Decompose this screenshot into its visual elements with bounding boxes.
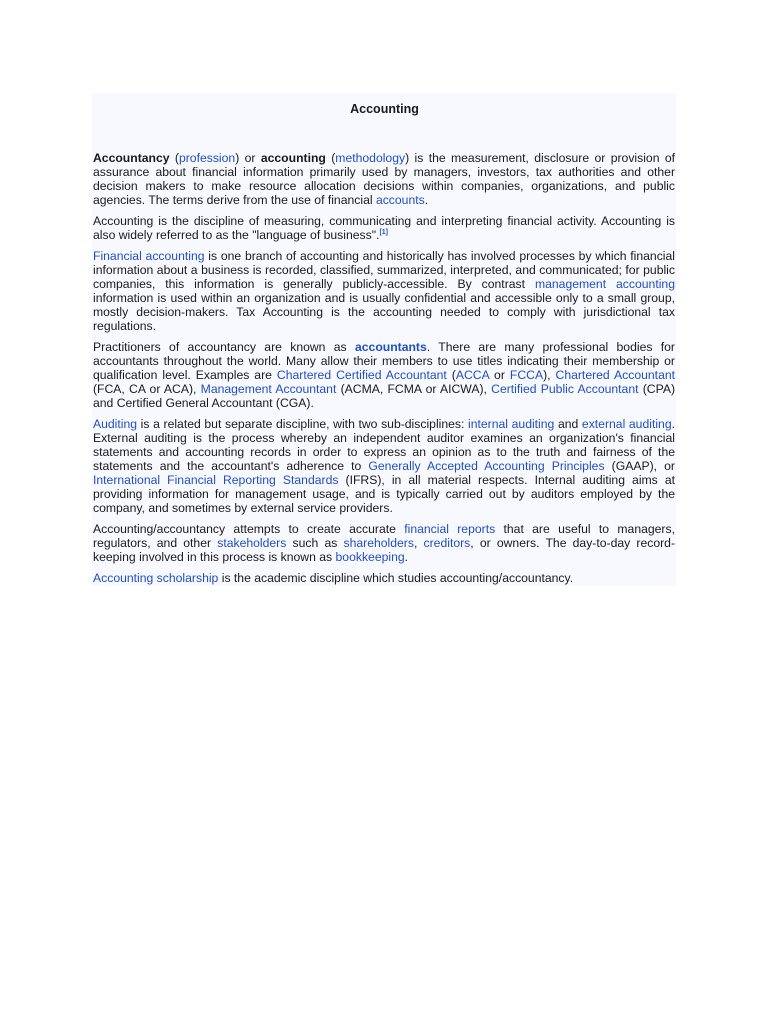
text: (GAAP), or xyxy=(604,459,675,473)
text: (IFRS), in all material respects. Internal auditing aims at providing information for management usage, and is typically carried out by auditors employed by the company, and sometimes by external service providers. xyxy=(93,473,675,515)
text: ) is the measurement, disclosure or provision of assurance about financial information primarily used by managers, investors, tax authorities and other decision makers to make resource allocation decisions within companies, organizations, and public agencies. The terms derive from the use of financial xyxy=(93,151,676,207)
article-title: Accounting xyxy=(350,102,419,116)
link-accounting-scholarship[interactable]: Accounting scholarship xyxy=(93,571,219,585)
text: , or owners. The day-to-day record-keeping involved in this process is known as xyxy=(93,536,676,564)
text: such as xyxy=(286,536,344,550)
text: . xyxy=(404,550,409,564)
text: ( xyxy=(169,151,179,165)
link-stakeholders[interactable]: stakeholders xyxy=(217,536,287,550)
paragraph-financial-accounting xyxy=(93,249,675,333)
citation-link-1[interactable]: [1] xyxy=(379,229,388,236)
text: is the academic discipline which studies accounting/accountancy. xyxy=(218,571,574,585)
text: . External auditing is the process whereby an independent auditor examines an organization's financial statements and accounting records in order to express an opinion as to the truth and fairness of the statements and the accountant's adherence to xyxy=(93,417,675,473)
link-internal-auditing[interactable]: internal auditing xyxy=(468,417,555,431)
link-bookkeeping[interactable]: bookkeeping xyxy=(335,550,405,564)
link-external-auditing[interactable]: external auditing xyxy=(581,417,672,431)
link-profession[interactable]: profession xyxy=(178,151,236,165)
text: ) or xyxy=(235,151,261,165)
link-fcca[interactable]: FCCA xyxy=(509,368,544,382)
link-financial-accounting[interactable]: Financial accounting xyxy=(93,249,205,263)
link-creditors[interactable]: creditors xyxy=(423,536,471,550)
text: that are useful to managers, regulators, and other xyxy=(93,522,675,550)
link-gaap[interactable]: Generally Accepted Accounting Principles xyxy=(368,459,605,473)
text: information is used within an organization and is usually confidential and accessible only to a small group, mostly decision-makers. Tax Accounting is the accounting needed to comply with jurisdictional tax regulations. xyxy=(93,291,675,333)
link-financial-reports[interactable]: financial reports xyxy=(404,522,496,536)
link-ifrs[interactable]: International Financial Reporting Standards xyxy=(93,473,339,487)
text: is one branch of accounting and historically has involved processes by which financial information about a business is recorded, classified, summarized, interpreted, and communicated; for public companies, this information is generally publicly-accessible. By contrast xyxy=(93,249,675,291)
text: (ACMA, FCMA or AICWA), xyxy=(336,382,492,396)
text: Accounting/accountancy attempts to create accurate xyxy=(93,522,405,536)
link-accounts[interactable]: accounts xyxy=(375,193,425,207)
text: ( xyxy=(446,368,456,382)
paragraph-auditing xyxy=(93,417,675,515)
link-accountants[interactable]: accountants xyxy=(354,340,427,354)
citation xyxy=(379,229,388,236)
paragraph-discipline xyxy=(93,214,675,242)
paragraph-practitioners xyxy=(93,340,675,410)
link-chartered-accountant[interactable]: Chartered Accountant xyxy=(555,368,676,382)
term-accountancy: Accountancy xyxy=(93,151,170,165)
link-chartered-certified-accountant[interactable]: Chartered Certified Accountant xyxy=(276,368,447,382)
text: Practitioners of accountancy are known as xyxy=(93,340,355,354)
paragraph-intro xyxy=(93,151,675,207)
link-shareholders[interactable]: shareholders xyxy=(343,536,414,550)
link-certified-public-accountant[interactable]: Certified Public Accountant xyxy=(491,382,639,396)
article-body xyxy=(93,151,675,592)
link-management-accounting[interactable]: management accounting xyxy=(534,277,675,291)
text: Accounting is the discipline of measuring, communicating and interpreting financial activity. Accounting is also widely referred to as the "language of business". xyxy=(93,214,675,242)
text: ), xyxy=(543,368,556,382)
text: , xyxy=(413,536,424,550)
link-methodology[interactable]: methodology xyxy=(335,151,406,165)
text: ( xyxy=(325,151,336,165)
link-auditing[interactable]: Auditing xyxy=(93,417,138,431)
article-panel xyxy=(92,93,676,586)
link-management-accountant[interactable]: Management Accountant xyxy=(200,382,337,396)
text: . There are many professional bodies for accountants throughout the world. Many allow their members to use titles indicating their membership or qualification level. Examples are xyxy=(93,340,675,382)
text: or xyxy=(489,368,510,382)
paragraph-reports xyxy=(93,522,675,564)
text: (FCA, CA or ACA), xyxy=(93,382,201,396)
text: . xyxy=(424,193,429,207)
term-accounting: accounting xyxy=(260,151,326,165)
text: (CPA) and Certified General Accountant (CGA). xyxy=(93,382,676,410)
text: is a related but separate discipline, with two sub-disciplines: xyxy=(137,417,469,431)
link-acca[interactable]: ACCA xyxy=(455,368,490,382)
paragraph-scholarship xyxy=(93,571,675,585)
text: and xyxy=(554,417,582,431)
